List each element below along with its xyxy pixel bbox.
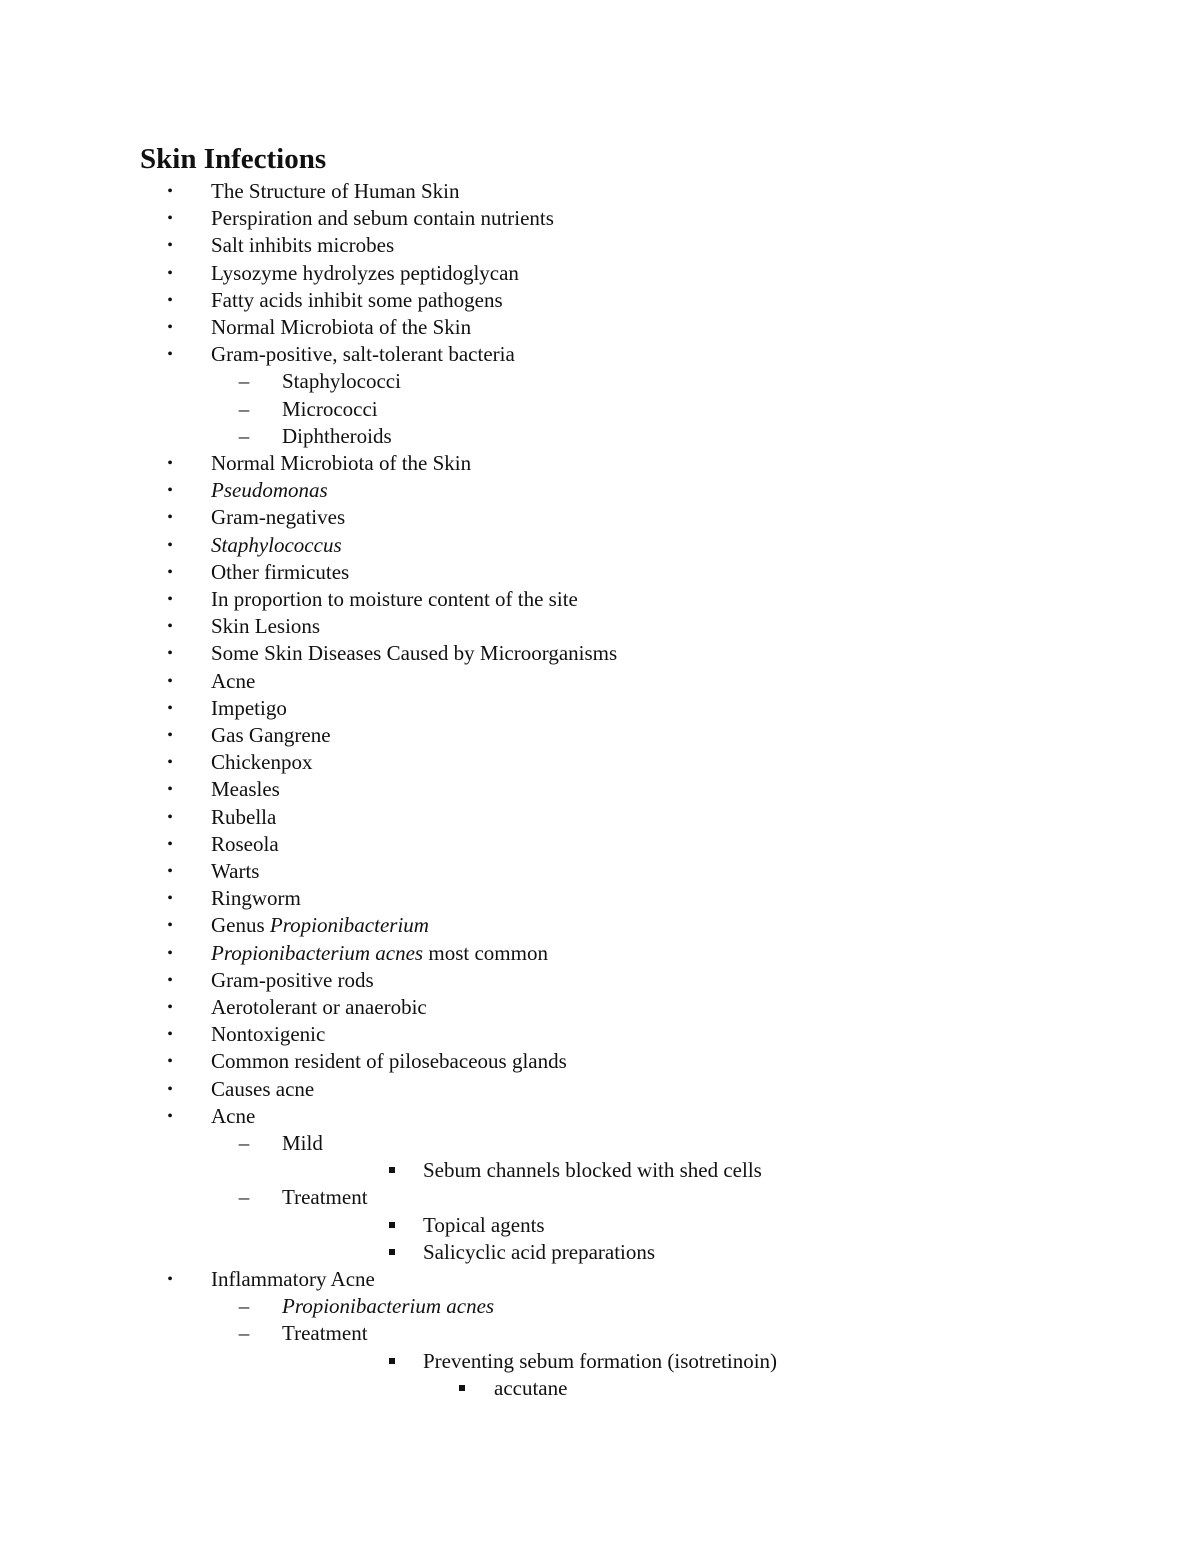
list-item-text	[494, 1375, 567, 1402]
list-item	[0, 1320, 1200, 1347]
list-item	[0, 1212, 1200, 1239]
text-run: Normal Microbiota of the Skin	[211, 451, 472, 475]
list-item-text	[211, 722, 331, 749]
list-item	[0, 858, 1200, 885]
list-item-text	[211, 668, 255, 695]
list-item	[0, 1266, 1200, 1293]
italic-text: Propionibacterium acnes	[282, 1294, 495, 1319]
list-item	[0, 477, 1200, 504]
bullet-icon: •	[167, 781, 173, 799]
list-item-text	[211, 858, 259, 885]
dash-bullet-icon: –	[238, 1185, 250, 1210]
text-run: Lysozyme hydrolyzes peptidoglycan	[211, 260, 519, 285]
list-item	[0, 1076, 1200, 1103]
text-run: Warts	[211, 859, 260, 883]
text-run: Gram-positive rods	[211, 967, 374, 992]
bullet-icon: •	[167, 971, 173, 989]
list-item	[0, 368, 1200, 395]
list-item-text	[211, 205, 554, 232]
list-item-text	[211, 532, 342, 559]
list-item	[0, 314, 1200, 341]
text-run: Mild	[282, 1131, 323, 1155]
list-item	[0, 668, 1200, 695]
list-item	[0, 1184, 1200, 1211]
square-bullet-icon	[389, 1222, 395, 1228]
list-item	[0, 776, 1200, 803]
list-item	[0, 1293, 1200, 1320]
text-run: Chickenpox	[211, 750, 313, 775]
bullet-icon: •	[167, 890, 173, 908]
bullet-icon: •	[167, 509, 173, 527]
list-item	[0, 613, 1200, 640]
list-item	[0, 1348, 1200, 1375]
text-run: most common	[423, 940, 548, 965]
italic-text: Pseudomonas	[211, 478, 328, 503]
list-item-text	[211, 178, 459, 205]
list-item-text	[211, 776, 280, 803]
bullet-icon: •	[167, 237, 173, 255]
square-bullet-icon	[389, 1358, 395, 1364]
text-run: Measles	[211, 777, 280, 802]
list-item	[0, 586, 1200, 613]
dash-bullet-icon: –	[238, 1131, 250, 1155]
text-run: Gram-negatives	[211, 505, 346, 530]
list-item-text	[211, 912, 429, 939]
list-item	[0, 912, 1200, 939]
dash-bullet-icon: –	[238, 1294, 250, 1319]
list-item-text	[211, 1076, 314, 1103]
list-item	[0, 423, 1200, 450]
bullet-icon: •	[167, 482, 173, 500]
list-item-text	[423, 1239, 655, 1266]
list-item-text	[211, 314, 471, 341]
bullet-icon: •	[167, 618, 173, 636]
text-run: Rubella	[211, 804, 277, 829]
dash-bullet-icon: –	[238, 369, 250, 394]
text-run: Causes acne	[211, 1076, 315, 1101]
list-item-text	[211, 477, 328, 504]
text-run: Fatty acids inhibit some pathogens	[211, 287, 503, 312]
list-item	[0, 967, 1200, 994]
text-run: Perspiration and sebum contain nutrients	[211, 206, 554, 231]
list-item-text	[211, 232, 394, 259]
list-item-text	[211, 967, 374, 994]
list-item	[0, 1103, 1200, 1130]
list-item-text	[423, 1348, 777, 1375]
text-run: Normal Microbiota of the Skin	[211, 315, 472, 339]
bullet-icon: •	[167, 563, 173, 581]
text-run: Ringworm	[211, 886, 301, 911]
list-item	[0, 885, 1200, 912]
bullet-icon: •	[167, 291, 173, 309]
list-item-text	[211, 1048, 567, 1075]
list-item-text	[211, 804, 276, 831]
list-item-text	[211, 559, 349, 586]
list-item	[0, 205, 1200, 232]
text-run: Acne	[211, 1103, 256, 1128]
dash-bullet-icon: –	[238, 396, 250, 421]
bullet-icon: •	[167, 455, 173, 472]
list-item-text	[282, 1320, 368, 1347]
list-item-text	[282, 1293, 494, 1320]
bullet-icon: •	[167, 1107, 173, 1125]
bullet-icon: •	[167, 754, 173, 772]
bullet-icon: •	[167, 917, 173, 935]
square-bullet-icon	[389, 1167, 395, 1173]
list-item	[0, 804, 1200, 831]
list-item	[0, 1157, 1200, 1184]
bullet-icon: •	[167, 264, 173, 282]
list-item	[0, 260, 1200, 287]
list-item	[0, 1239, 1200, 1266]
text-run: The Structure of Human Skin	[211, 179, 460, 203]
list-item-text	[211, 1103, 255, 1130]
list-item	[0, 287, 1200, 314]
list-item-text	[211, 287, 503, 314]
text-run: Topical agents	[423, 1212, 545, 1237]
list-item-text	[282, 423, 392, 450]
list-item-text	[211, 341, 515, 368]
text-run: Diphtheroids	[282, 423, 392, 448]
list-item	[0, 341, 1200, 368]
list-item-text	[211, 695, 287, 722]
bullet-icon: •	[167, 944, 173, 962]
bullet-icon: •	[167, 1271, 173, 1288]
text-run: Nontoxigenic	[211, 1022, 326, 1047]
text-run: Some Skin Diseases Caused by Microorganisms	[211, 641, 618, 666]
text-run: Treatment	[282, 1185, 368, 1210]
list-item-text	[211, 940, 548, 967]
bullet-icon: •	[167, 210, 173, 228]
list-item	[0, 695, 1200, 722]
bullet-icon: •	[167, 863, 173, 880]
square-bullet-icon	[389, 1249, 395, 1255]
list-item-text	[211, 504, 345, 531]
list-item	[0, 831, 1200, 858]
bullet-icon: •	[167, 536, 173, 554]
text-run: Preventing sebum formation (isotretinoin)	[423, 1348, 778, 1373]
text-run: Roseola	[211, 831, 279, 856]
list-item-text	[211, 749, 312, 776]
text-run: Treatment	[282, 1321, 368, 1346]
list-item	[0, 749, 1200, 776]
text-run: Gas Gangrene	[211, 723, 331, 747]
list-item	[0, 640, 1200, 667]
list-item	[0, 1375, 1200, 1402]
list-item-text	[282, 396, 378, 423]
bullet-icon: •	[167, 699, 173, 717]
list-item	[0, 504, 1200, 531]
text-run: Acne	[211, 668, 256, 693]
list-item	[0, 559, 1200, 586]
text-run: In proportion to moisture content of the site	[211, 587, 578, 611]
list-item	[0, 450, 1200, 477]
list-item-text	[211, 640, 617, 667]
list-item	[0, 940, 1200, 967]
text-run: Aerotolerant or anaerobic	[211, 995, 427, 1019]
list-item-text	[211, 260, 519, 287]
list-item-text	[423, 1157, 762, 1184]
italic-text: Propionibacterium	[269, 913, 429, 938]
bullet-icon: •	[167, 727, 173, 744]
list-item-text	[211, 450, 471, 477]
bullet-icon: •	[167, 1053, 173, 1071]
list-item	[0, 722, 1200, 749]
bullet-icon: •	[167, 645, 173, 663]
italic-text: Staphylococcus	[211, 532, 342, 557]
text-run: Impetigo	[211, 695, 287, 720]
text-run: Skin Lesions	[211, 614, 321, 639]
text-run: Common resident of pilosebaceous glands	[211, 1049, 567, 1074]
bullet-icon: •	[167, 346, 173, 364]
bullet-icon: •	[167, 319, 173, 336]
list-item	[0, 232, 1200, 259]
text-run: Inflammatory Acne	[211, 1267, 375, 1291]
text-run: accutane	[494, 1375, 568, 1400]
bullet-icon: •	[167, 672, 173, 690]
list-item	[0, 396, 1200, 423]
bullet-icon: •	[167, 591, 173, 608]
bullet-icon: •	[167, 183, 173, 200]
italic-text: Propionibacterium acnes	[211, 940, 424, 965]
bullet-icon: •	[167, 1080, 173, 1098]
list-item	[0, 1048, 1200, 1075]
bullet-icon: •	[167, 835, 173, 853]
text-run: Genus	[211, 913, 270, 938]
list-item-text	[211, 586, 578, 613]
list-item	[0, 994, 1200, 1021]
text-run: Sebum channels blocked with shed cells	[423, 1158, 762, 1183]
list-item	[0, 1130, 1200, 1157]
list-item	[0, 532, 1200, 559]
bullet-icon: •	[167, 999, 173, 1016]
list-item-text	[211, 994, 427, 1021]
list-item-text	[211, 613, 320, 640]
bullet-icon: •	[167, 1026, 173, 1044]
dash-bullet-icon: –	[238, 423, 250, 448]
text-run: Micrococci	[282, 396, 378, 421]
list-item	[0, 178, 1200, 205]
list-item-text	[282, 1184, 368, 1211]
dash-bullet-icon: –	[238, 1321, 250, 1346]
list-item-text	[211, 885, 301, 912]
bullet-icon: •	[167, 808, 173, 826]
list-item	[0, 1021, 1200, 1048]
square-bullet-icon	[459, 1385, 465, 1391]
text-run: Salt inhibits microbes	[211, 233, 395, 258]
text-run: Salicyclic acid preparations	[423, 1239, 656, 1264]
list-item-text	[423, 1212, 545, 1239]
list-item-text	[282, 368, 401, 395]
list-item-text	[282, 1130, 323, 1157]
text-run: Other firmicutes	[211, 559, 350, 584]
text-run: Gram-positive, salt-tolerant bacteria	[211, 342, 515, 367]
page-title: Skin Infections	[140, 143, 327, 175]
text-run: Staphylococci	[282, 369, 401, 394]
list-item-text	[211, 1266, 375, 1293]
list-item-text	[211, 1021, 325, 1048]
list-item-text	[211, 831, 279, 858]
